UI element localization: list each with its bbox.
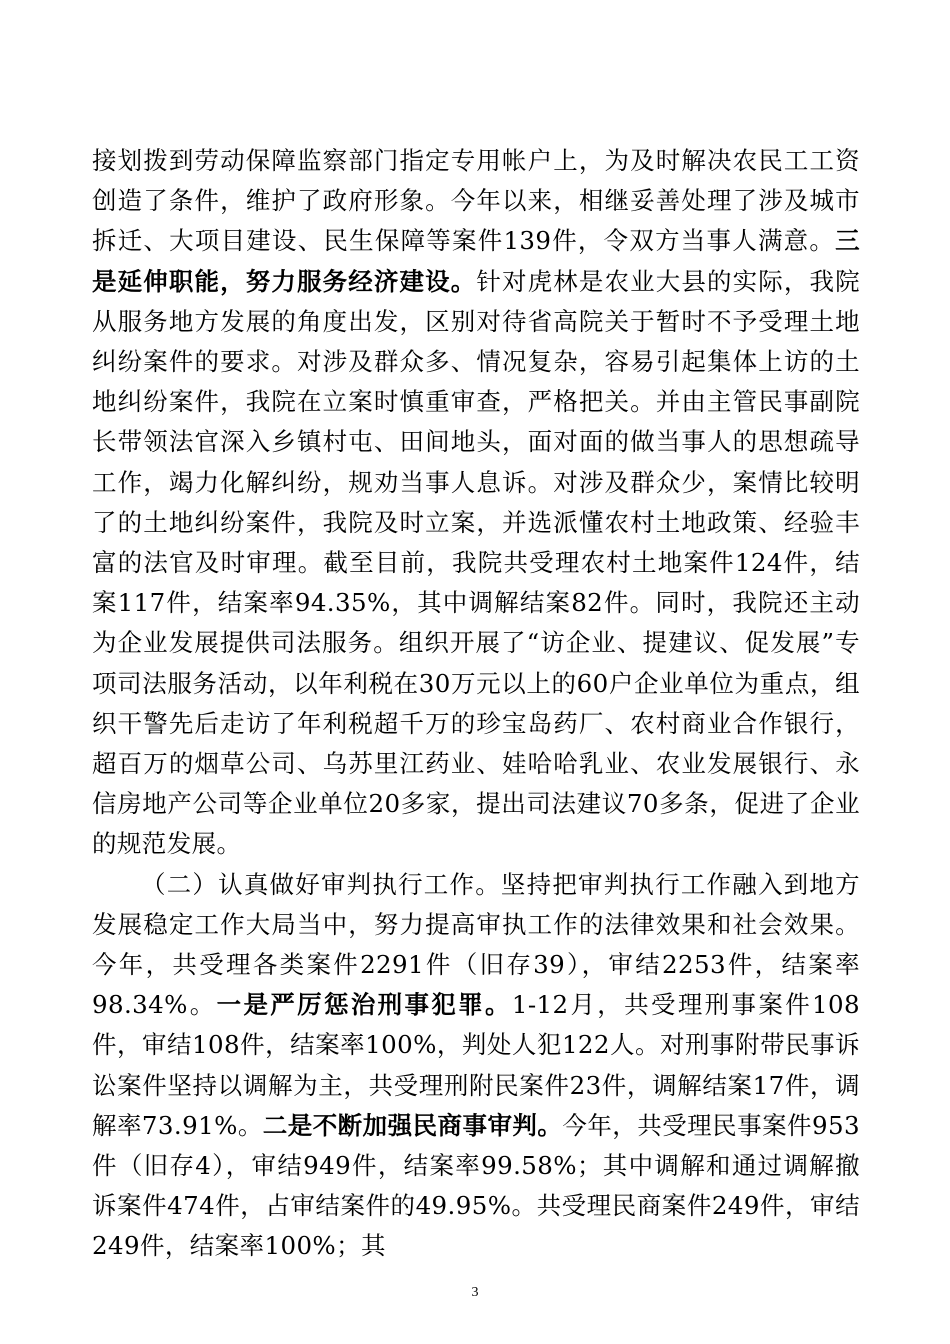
bold-heading-extend-functions: 三是延伸职能，努力服务经济建设。 (92, 226, 860, 296)
text-segment: （二）认真做好审判执行工作。坚持把审判执行工作融入到地方发展稳定工作大局当中，努力提高审执工作的法律效果和社会效果。今年，共受理各类案件2291件（旧存39），审结2253件，结案率98.34%。 (92, 869, 860, 1020)
text-segment: 1-12月，共受理刑事案件108件，审结108件，结案率100%，判处人犯122人。对刑事附带民事诉讼案件坚持以调解为主，共受理刑附民案件23件，调解结案17件，调解率73.91%。 (92, 990, 860, 1140)
text-segment: 接划拨到劳动保障监察部门指定专用帐户上，为及时解决农民工工资创造了条件，维护了政府形象。今年以来，相继妥善处理了涉及城市拆迁、大项目建设、民生保障等案件139件，令双方当事人满意。 (92, 146, 860, 256)
page-number: 3 (471, 1285, 479, 1300)
bold-heading-criminal: 一是严厉惩治刑事犯罪。 (216, 990, 512, 1020)
text-segment: 今年，共受理民事案件953件（旧存4），审结949件，结案率99.58%；其中调解和通过调解撤诉案件474件，占审结案件的49.95%。共受理民商案件249件，审结249件，结案率100%；其 (92, 1110, 860, 1261)
paragraph-land-disputes (92, 141, 860, 865)
text-segment: 针对虎林是农业大县的实际，我院从服务地方发展的角度出发，区别对待省高院关于暂时不予受理土地纠纷案件的要求。对涉及群众多、情况复杂，容易引起集体上访的土地纠纷案件，我院在立案时慎重审查，严格把关。并由主管民事副院长带领法官深入乡镇村屯、田间地头，面对面的做当事人的思想疏导工作，竭力化解纠纷，规劝当事人息诉。对涉及群众少，案情比较明了的土地纠纷案件，我院及时立案，并选派懂农村土地政策、经验丰富的法官及时审理。截至目前，我院共受理农村土地案件124件，结案117件，结案率94.35%，其中调解结案82件。同时，我院还主动为企业发展提供司法服务。组织开展了“访企业、提建议、促发展”专项司法服务活动，以年利税在30万元以上的60户企业单位为重点，组织干警先后走访了年利税超千万的珍宝岛药厂、农村商业合作银行，超百万的烟草公司、乌苏里江药业、娃哈哈乳业、农业发展银行、永信房地产公司等企业单位20多家，提出司法建议70多条，促进了企业的规范发展。 (92, 266, 861, 859)
paragraph-trial-execution (92, 865, 860, 1267)
body-text (92, 141, 860, 1267)
bold-heading-civil-commercial: 二是不断加强民商事审判。 (262, 1110, 563, 1140)
